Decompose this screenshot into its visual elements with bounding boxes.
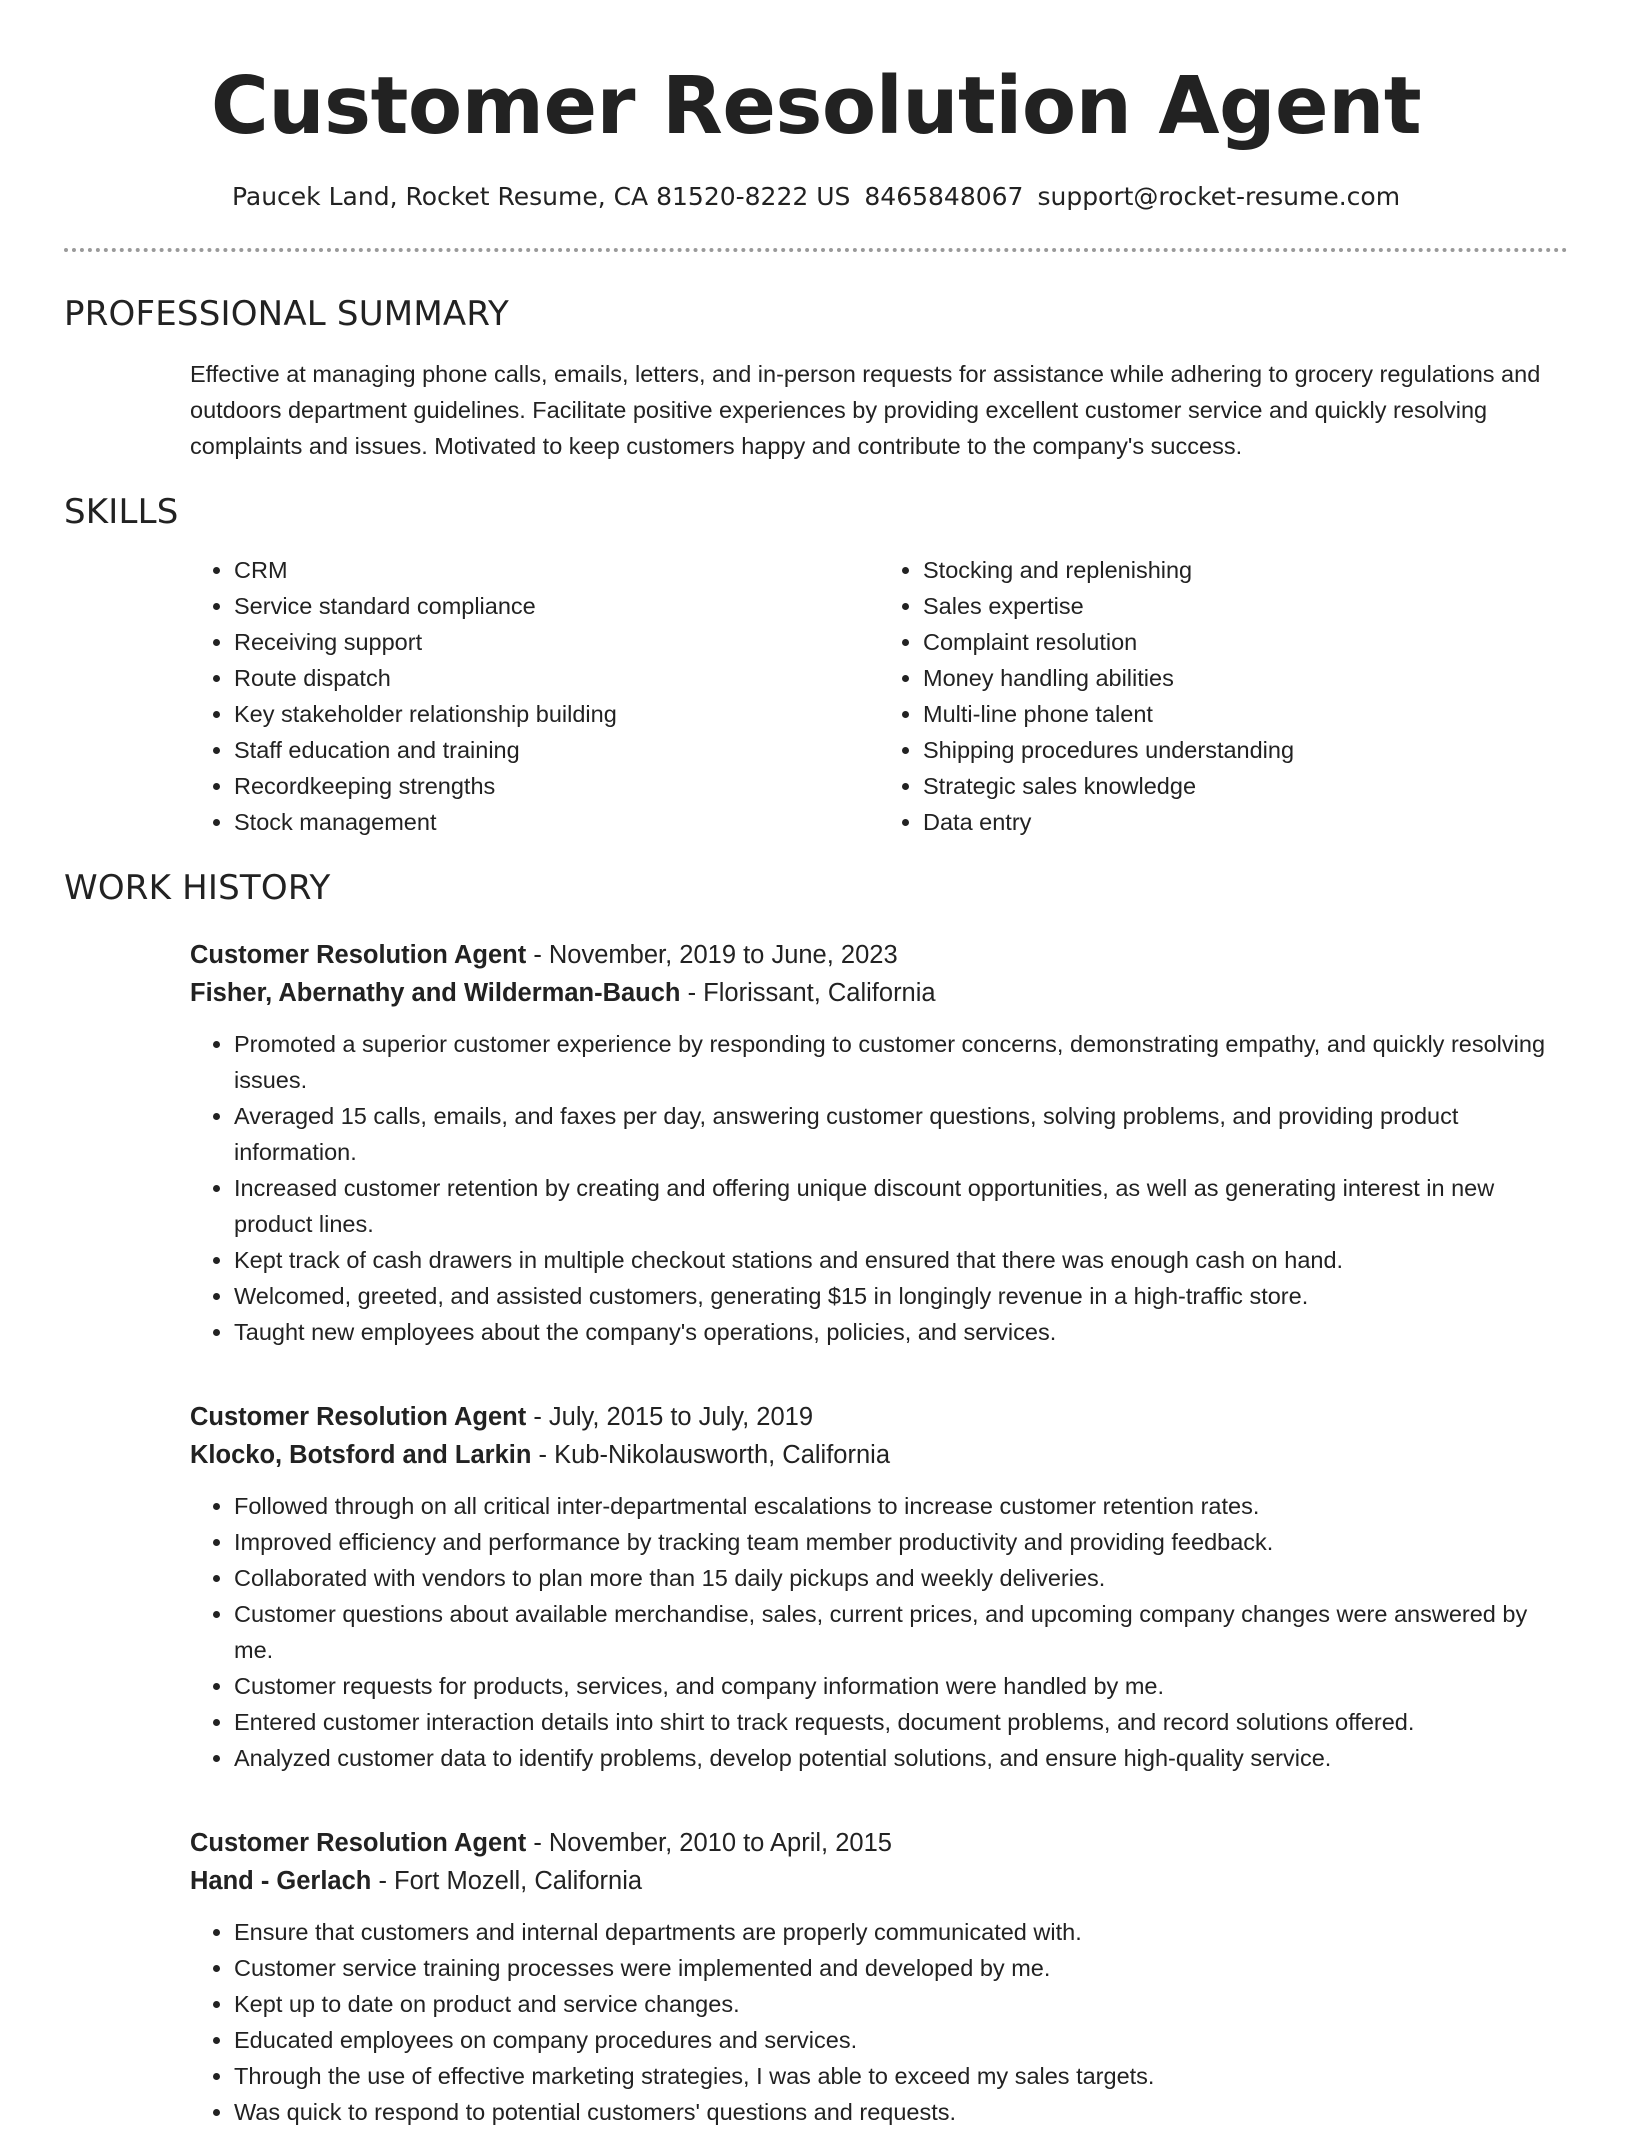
contact-address: Paucek Land, Rocket Resume, CA 81520-8222 US (231, 182, 851, 211)
job-bullets (190, 1488, 1568, 1776)
job-bullet: • Educated employees on company procedures and services. (234, 2022, 1568, 2058)
skill-item: • Route dispatch (234, 660, 879, 696)
skill-item: • CRM (234, 552, 879, 588)
skill-item: • Data entry (923, 804, 1568, 840)
summary-text: Effective at managing phone calls, emails, letters, and in-person requests for assistance while adhering to grocery regulations and outdoors department guidelines. Facilitate positive experiences by providing excellent customer service and quickly resolving complaints and issues. Motivated to keep customers happy and contribute to the company's success. (190, 361, 1541, 459)
job-bullet: • Customer questions about available merchandise, sales, current prices, and upcoming company changes were answered by me. (234, 1596, 1568, 1668)
job-entry (190, 1398, 1568, 1776)
job-location: - Fort Mozell, California (371, 1867, 643, 1895)
skill-item: • Complaint resolution (923, 624, 1568, 660)
job-company-line (190, 1862, 1568, 1900)
job-entry (190, 936, 1568, 1350)
summary-heading: PROFESSIONAL SUMMARY (64, 294, 509, 334)
job-dates: - July, 2015 to July, 2019 (526, 1403, 814, 1431)
job-role: Customer Resolution Agent (190, 1403, 527, 1431)
skill-item: • Recordkeeping strengths (234, 768, 879, 804)
job-title-line (190, 1824, 1568, 1862)
job-bullet: • Kept up to date on product and service changes. (234, 1986, 1568, 2022)
job-location: - Kub-Nikolausworth, California (531, 1441, 891, 1469)
job-bullet: • Ensure that customers and internal departments are properly communicated with. (234, 1914, 1568, 1950)
job-company: Fisher, Abernathy and Wilderman-Bauch (190, 979, 681, 1007)
skill-item: • Multi-line phone talent (923, 696, 1568, 732)
job-title-line (190, 936, 1568, 974)
job-bullet: • Analyzed customer data to identify problems, develop potential solutions, and ensure high-quality service. (234, 1740, 1568, 1776)
skill-item: • Staff education and training (234, 732, 879, 768)
skill-item: • Stock management (234, 804, 879, 840)
job-bullet: • Was quick to respond to potential customers' questions and requests. (234, 2094, 1568, 2130)
job-bullet: • Averaged 15 calls, emails, and faxes per day, answering customer questions, solving problems, and providing product information. (234, 1098, 1568, 1170)
header-divider (64, 248, 1568, 252)
job-bullets (190, 1914, 1568, 2130)
job-bullet: • Welcomed, greeted, and assisted customers, generating $15 in longingly revenue in a high-traffic store. (234, 1278, 1568, 1314)
job-bullet: • Customer requests for products, services, and company information were handled by me. (234, 1668, 1568, 1704)
job-bullets (190, 1026, 1568, 1350)
skills-list-right (879, 552, 1568, 840)
skills-list-left (190, 552, 879, 840)
skill-item: • Strategic sales knowledge (923, 768, 1568, 804)
job-bullet: • Taught new employees about the company's operations, policies, and services. (234, 1314, 1568, 1350)
job-bullet: • Increased customer retention by creating and offering unique discount opportunities, as well as generating interest in new product lines. (234, 1170, 1568, 1242)
skill-item: • Sales expertise (923, 588, 1568, 624)
contact-phone: 8465848067 (864, 182, 1024, 211)
job-dates: - November, 2019 to June, 2023 (526, 941, 898, 969)
job-bullet: • Collaborated with vendors to plan more than 15 daily pickups and weekly deliveries. (234, 1560, 1568, 1596)
job-title-line (190, 1398, 1568, 1436)
skill-item: • Service standard compliance (234, 588, 879, 624)
job-bullet: • Entered customer interaction details into shirt to track requests, document problems, and record solutions offered. (234, 1704, 1568, 1740)
job-location: - Florissant, California (680, 979, 936, 1007)
contact-line (64, 180, 1568, 214)
job-dates: - November, 2010 to April, 2015 (526, 1829, 892, 1857)
skill-item: • Stocking and replenishing (923, 552, 1568, 588)
job-role: Customer Resolution Agent (190, 1829, 527, 1857)
job-company-line (190, 974, 1568, 1012)
skills-columns (190, 552, 1568, 840)
contact-email: support@rocket-resume.com (1037, 182, 1401, 211)
resume-page (64, 0, 1568, 2130)
skills-heading: SKILLS (64, 492, 179, 532)
job-company: Klocko, Botsford and Larkin (190, 1441, 532, 1469)
job-company: Hand - Gerlach (190, 1867, 372, 1895)
job-bullet: • Customer service training processes were implemented and developed by me. (234, 1950, 1568, 1986)
job-entry (190, 1824, 1568, 2130)
work-history-heading: WORK HISTORY (64, 868, 331, 908)
job-bullet: • Followed through on all critical inter-departmental escalations to increase customer retention rates. (234, 1488, 1568, 1524)
resume-name: Customer Resolution Agent (210, 60, 1422, 152)
job-bullet: • Improved efficiency and performance by tracking team member productivity and providing feedback. (234, 1524, 1568, 1560)
job-company-line (190, 1436, 1568, 1474)
skill-item: • Key stakeholder relationship building (234, 696, 879, 732)
job-role: Customer Resolution Agent (190, 941, 527, 969)
skill-item: • Shipping procedures understanding (923, 732, 1568, 768)
skill-item: • Receiving support (234, 624, 879, 660)
job-bullet: • Through the use of effective marketing strategies, I was able to exceed my sales targets. (234, 2058, 1568, 2094)
job-bullet: • Promoted a superior customer experience by responding to customer concerns, demonstrating empathy, and quickly resolving issues. (234, 1026, 1568, 1098)
job-bullet: • Kept track of cash drawers in multiple checkout stations and ensured that there was enough cash on hand. (234, 1242, 1568, 1278)
skill-item: • Money handling abilities (923, 660, 1568, 696)
